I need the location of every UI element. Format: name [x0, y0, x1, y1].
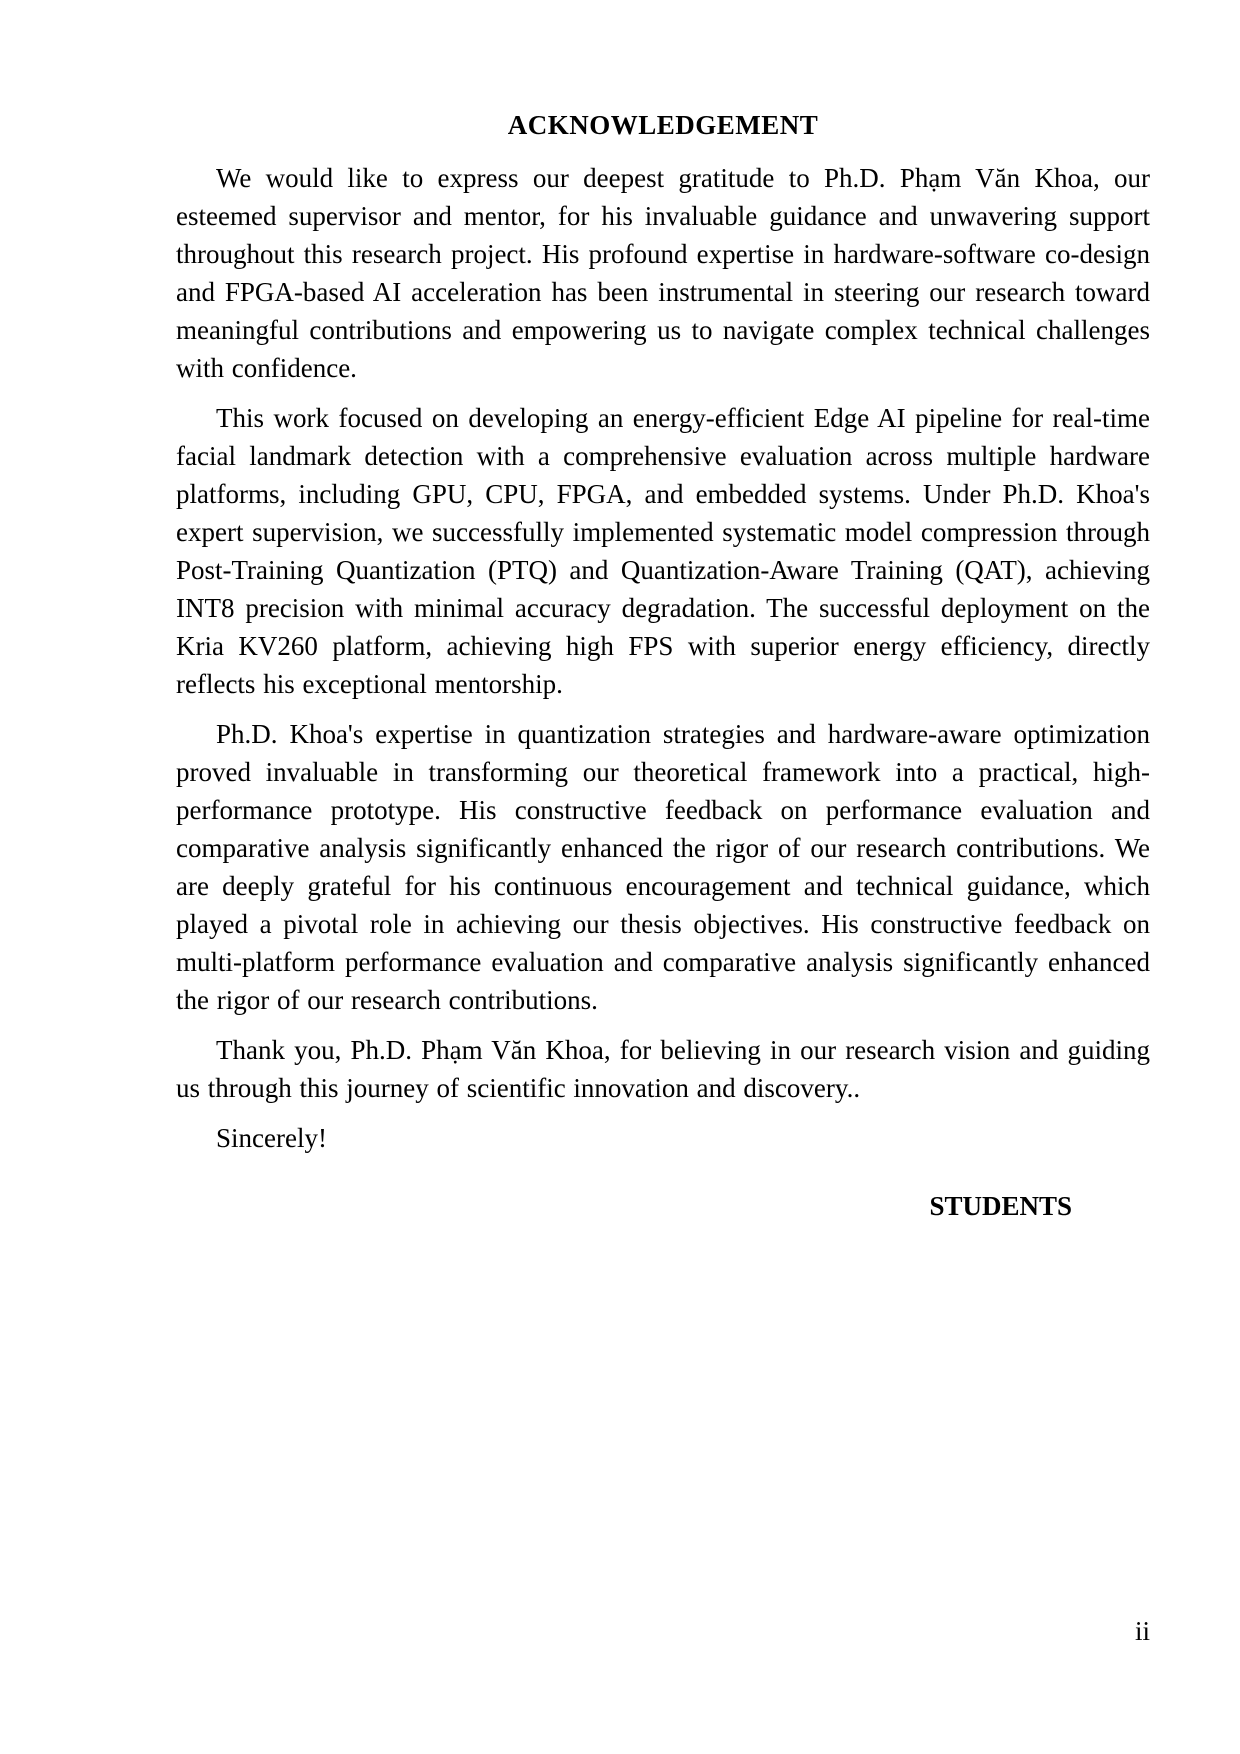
signature-students: STUDENTS: [929, 1191, 1072, 1221]
page-number: ii: [1134, 1616, 1150, 1646]
paragraph-sincerely: Sincerely!: [216, 1123, 327, 1153]
page-content: [176, 106, 1150, 1225]
paragraph-thank-you: Thank you, Ph.D. Phạm Văn Khoa, for believing in our research vision and guiding us through this journey of scientific innovation and discovery..: [176, 1035, 1150, 1103]
paragraph-expertise: Ph.D. Khoa's expertise in quantization strategies and hardware-aware optimization proved invaluable in transforming our theoretical framework into a practical, high-performance prototype. His constructive feedback on performance evaluation and comparative analysis significantly enhanced the rigor of our research contributions. We are deeply grateful for his continuous encouragement and technical guidance, which played a pivotal role in achieving our thesis objectives. His constructive feedback on multi-platform performance evaluation and comparative analysis significantly enhanced the rigor of our research contributions.: [176, 719, 1150, 1015]
paragraph-gratitude: We would like to express our deepest gratitude to Ph.D. Phạm Văn Khoa, our esteemed supervisor and mentor, for his invaluable guidance and unwavering support throughout this research project. His profound expertise in hardware-software co-design and FPGA-based AI acceleration has been instrumental in steering our research toward meaningful contributions and empowering us to navigate complex technical challenges with confidence.: [176, 163, 1150, 383]
paragraph-work-summary: This work focused on developing an energy-efficient Edge AI pipeline for real-time facial landmark detection with a comprehensive evaluation across multiple hardware platforms, including GPU, CPU, FPGA, and embedded systems. Under Ph.D. Khoa's expert supervision, we successfully implemented systematic model compression through Post-Training Quantization (PTQ) and Quantization-Aware Training (QAT), achieving INT8 precision with minimal accuracy degradation. The successful deployment on the Kria KV260 platform, achieving high FPS with superior energy efficiency, directly reflects his exceptional mentorship.: [176, 403, 1150, 699]
page-title: ACKNOWLEDGEMENT: [507, 110, 819, 140]
